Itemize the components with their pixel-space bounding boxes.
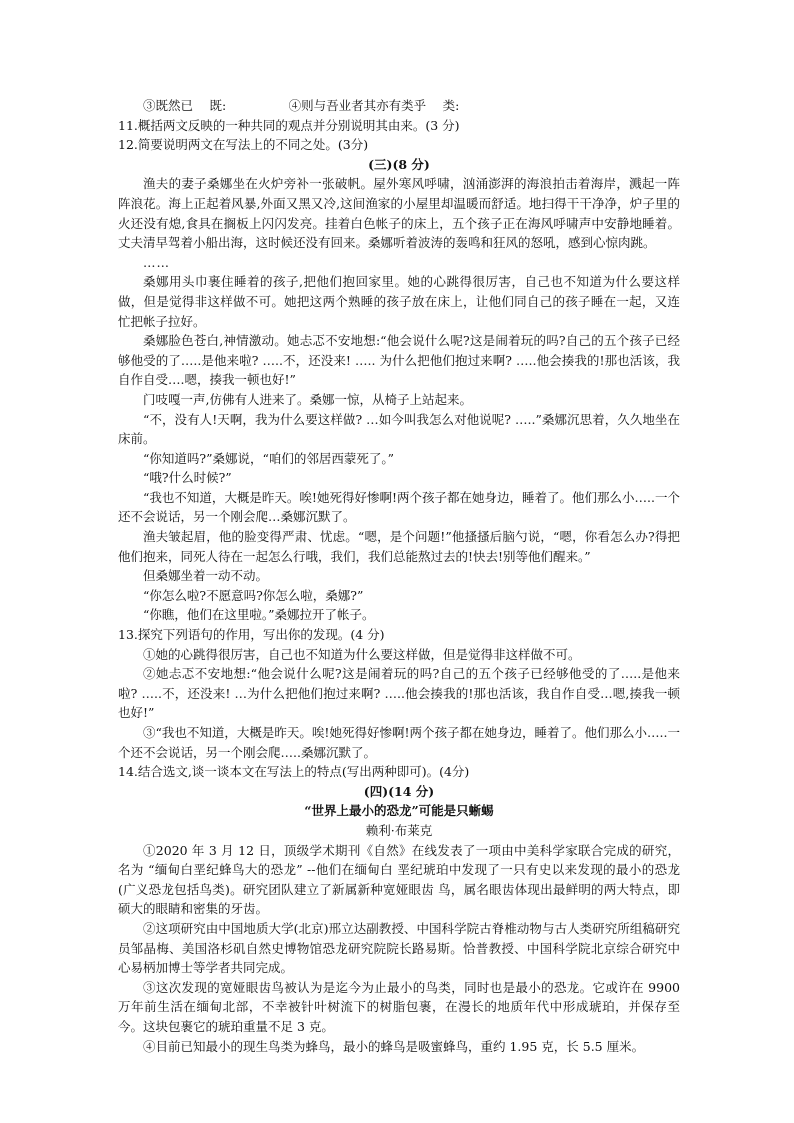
article-author: 赖利·布莱克: [365, 822, 433, 838]
article-title: “世界上最小的恐龙”可能是只蜥蜴: [304, 803, 494, 819]
question-12: 12.简要说明两文在写法上的不同之处。(3分): [118, 137, 369, 153]
section-4-paragraph: ④目前已知最小的现生鸟类为蜂鸟，最小的蜂鸟是吸蜜蜂鸟，重约 1.95 克，长 5.5 厘米。: [143, 1038, 645, 1054]
question-item-3: ③既然已 既: ④则与吾业者其亦有类乎 类:: [143, 98, 460, 113]
question-13-item: ③“我也不知道，大概是昨天。唉!她死得好惨啊!两个孩子都在她身边，睡着了。他们那么小…..一个还不会说话，另一个刚会爬…..桑娜沉默了。: [118, 725, 680, 760]
question-13: 13.探究下列语句的作用，写出你的发现。(4 分): [118, 627, 385, 643]
section-3-paragraph: “你知道吗?”桑娜说，“咱们的邻居西蒙死了。”: [143, 450, 395, 466]
section-3-paragraph: 桑娜脸色苍白,神情激动。她忐忑不安地想:“他会说什么呢?这是闹着玩的吗?自己的五个孩子已经够他受的了…..是他来啦? …..不，还没来! ….. 为什么把他们抱过来啊? …..他会揍我的!那也活该，我自作自受….嗯，揍我一顿也好!”: [118, 333, 680, 388]
section-3-paragraph: “你怎么啦?不愿意吗?你怎么啦，桑娜?”: [143, 587, 364, 603]
section-3-paragraph: “哦?什么时候?”: [143, 470, 232, 486]
question-13-item: ②她忐忑不安地想:“他会说什么呢?这是闹着玩的吗?自己的五个孩子已经够他受的了…..是他来啦? …..不，还没来! …为什么把他们抱过来啊? …..他会揍我的!那也活该，我自作自受…嗯,揍我一顿也好!”: [118, 666, 680, 721]
section-3-paragraph: 门吱嘎一声,仿佛有人进来了。桑娜一惊，从椅子上站起来。: [143, 391, 472, 407]
question-11: 11.概括两文反映的一种共同的观点并分别说明其由来。(3 分): [118, 117, 460, 133]
section-4-heading: (四)(14 分): [363, 783, 435, 799]
section-3-paragraph: 但桑娜坐着一动不动。: [143, 568, 269, 584]
section-4-paragraph: ②这项研究由中国地质大学(北京)邢立达副教授、中国科学院古脊椎动物与古人类研究所组稿研究员邹晶梅、美国洛杉矶自然史博物馆恐龙研究院院长路易斯。恰普教授、中国科学院北京综合研究中心易柄加博士等学者共同完成。: [118, 920, 680, 976]
section-3-paragraph: “不，没有人!天啊，我为什么要这样做? …如今叫我怎么对他说呢? …..”桑娜沉思着，久久地坐在床前。: [118, 411, 680, 447]
section-3-paragraph: “我也不知道，大概是昨天。唉!她死得好惨啊!两个孩子都在她身边，睡着了。他们那么小…..一个还不会说话，另一个刚会爬…桑娜沉默了。: [118, 489, 680, 525]
section-3-paragraph: “你瞧，他们在这里啦。”桑娜拉开了帐子。: [143, 607, 375, 623]
section-3-paragraph: 渔夫的妻子桑娜坐在火炉旁补一张破帆。屋外寒风呼啸，汹涌澎湃的海浪拍击着海岸，溅起一阵阵浪花。海上正起着风暴,外面又黑又冷,这间渔家的小屋里却温暖而舒适。地扫得干干净净，炉子里的火还没有熄,食具在搁板上闪闪发亮。挂着白色帐子的床上，五个孩子正在海风呼啸声中安静地睡着。丈夫清早驾着小船出海，这时候还没有回来。桑娜听着波涛的轰鸣和狂风的怒吼，感到心惊肉跳。: [118, 176, 680, 251]
section-4-paragraph: ①2020 年 3 月 12 日，顶级学术期刊《自然》在线发表了一项由中美科学家联合完成的研究，名为 “缅甸白垩纪蜂鸟大的恐龙” --他们在缅甸白 垩纪琥珀中发现了一只有史以来发现的最小的恐龙(广义恐龙包括鸟类)。研究团队建立了新属新种宽娅眼齿 鸟，属名眼齿体现出最鲜明的两大特点，即硕大的眼睛和密集的牙齿。: [118, 842, 680, 917]
section-3-paragraph: 桑娜用头巾裹住睡着的孩子,把他们抱回家里。她的心跳得很厉害，自己也不知道为什么要这样做，但是觉得非这样做不可。她把这两个熟睡的孩子放在床上，让他们同自己的孩子睡在一起，又连忙把帐子拉好。: [118, 274, 680, 329]
ellipsis-separator: ……: [143, 254, 170, 270]
section-3-heading: (三)(8 分): [368, 156, 430, 172]
question-14: 14.结合选文,谈一谈本文在写法上的特点(写出两种即可)。(4分): [118, 764, 470, 780]
section-4-paragraph: ③这次发现的宽娅眼齿鸟被认为是迄今为止最小的鸟类，同时也是最小的恐龙。它或许在 9900 万年前生活在缅甸北部，不幸被针叶树流下的树脂包裹，在漫长的地质年代中形成琥珀，并保存至今。这块包裹它的琥珀重量不足 3 克。: [118, 979, 680, 1034]
exam-page: [118, 96, 680, 1056]
question-13-item: ①她的心跳得很厉害，自己也不知道为什么要这样做，但是觉得非这样做不可。: [143, 646, 581, 662]
section-3-paragraph: 渔夫皱起眉，他的脸变得严肃、忧虑。“嗯，是个问题!”他搔搔后脑勺说，“嗯，你看怎么办?得把他们抱来，同死人待在一起怎么行哦，我们，我们总能熬过去的!快去!别等他们醒来。”: [118, 529, 680, 564]
